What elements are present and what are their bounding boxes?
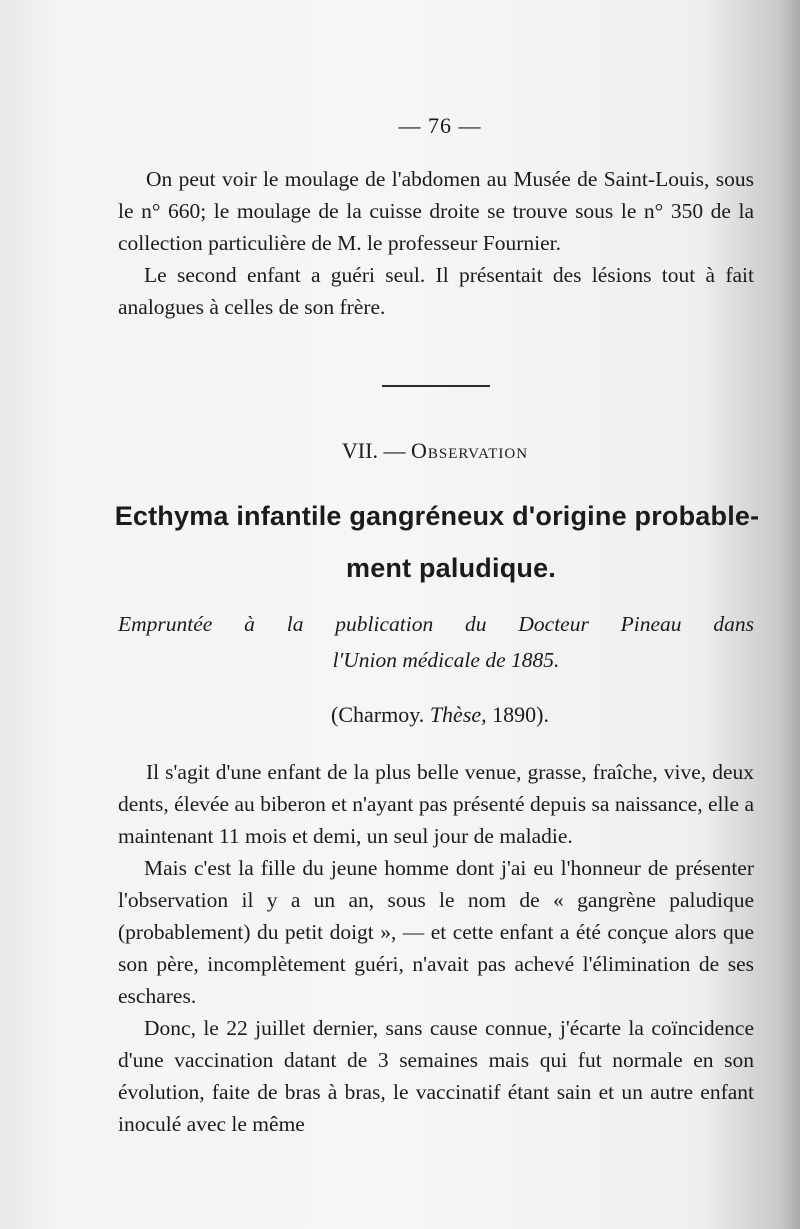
section-divider xyxy=(382,385,490,387)
source-line-1: Empruntée à la publication du Docteur Pineau dans xyxy=(118,612,754,636)
intro-paragraph: On peut voir le moulage de l'abdomen au Musée de Saint-Louis, sous le n° 660; le moulage de la cuisse droite se trouve sous le n° 350 de la collection particulière de M. le professeur Fournier. xyxy=(118,167,754,255)
reference-work: Thèse, xyxy=(429,702,487,727)
observation-body xyxy=(118,756,754,1140)
observation-label: Observation xyxy=(410,438,529,463)
reference-author: (Charmoy. xyxy=(331,702,425,727)
page-number: — 76 — xyxy=(398,113,482,138)
observation-heading xyxy=(0,438,800,464)
reference-year: 1890). xyxy=(492,702,549,727)
intro-paragraph: Le second enfant a guéri seul. Il présentait des lésions tout à fait analogues à celles de son frère. xyxy=(118,263,754,319)
source-citation xyxy=(118,606,754,678)
body-paragraph: Mais c'est la fille du jeune homme dont j'ai eu l'honneur de présenter l'observation il y a un an, sous le nom de « gangrène paludique (probablement) du petit doigt », — et cette enfant a été conçue alors que son père, incomplètement guéri, n'avait pas achevé l'élimination de ses eschares. xyxy=(118,856,754,1008)
body-paragraph: Il s'agit d'une enfant de la plus belle venue, grasse, fraîche, vive, deux dents, élevée au biberon et n'ayant pas présenté depuis sa naissance, elle a maintenant 11 mois et demi, un seul jour de maladie. xyxy=(118,760,754,848)
thesis-reference xyxy=(0,702,800,728)
observation-number: VII. — xyxy=(341,438,406,463)
body-paragraph: Donc, le 22 juillet dernier, sans cause connue, j'écarte la coïncidence d'une vaccination datant de 3 semaines mais qui fut normale en son évolution, faite de bras à bras, le vaccinatif étant sain et un autre enfant inoculé avec le même xyxy=(118,1016,754,1136)
title-line-1: Ecthyma infantile gangréneux d'origine probable- xyxy=(114,501,760,531)
observation-title xyxy=(114,490,760,594)
source-line-2: l'Union médicale de 1885. xyxy=(332,648,560,672)
intro-section xyxy=(118,163,754,323)
title-line-2: ment paludique. xyxy=(345,553,556,583)
